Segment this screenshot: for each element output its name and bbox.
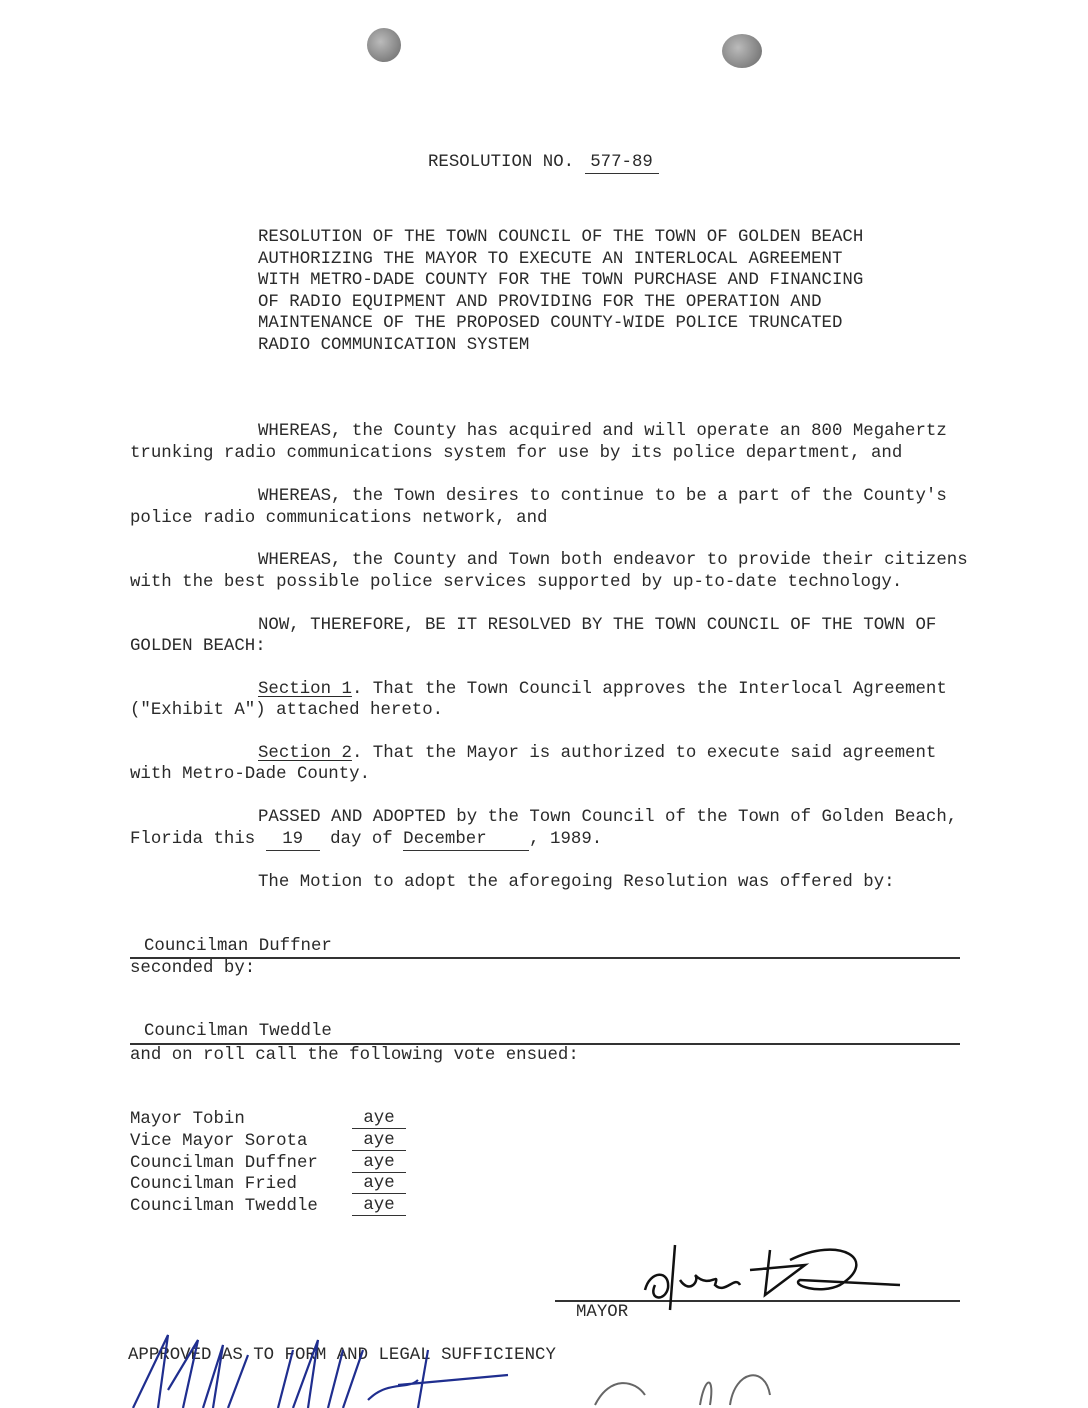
section-1-cont: ("Exhibit A") attached hereto. xyxy=(130,701,444,720)
vote-value: aye xyxy=(352,1132,406,1151)
whereas-2-cont: police radio communications network, and xyxy=(130,509,548,528)
section-1: Section 1. That the Town Council approves the Interlocal Agreement xyxy=(258,680,947,699)
title-line: AUTHORIZING THE MAYOR TO EXECUTE AN INTERLOCAL AGREEMENT xyxy=(258,249,843,269)
attorney-signature xyxy=(128,1330,528,1408)
seconded-label: seconded by: xyxy=(130,959,256,978)
seconded-by: Councilman Tweddle xyxy=(144,1022,332,1041)
resolved-cont: GOLDEN BEACH: xyxy=(130,637,266,656)
voter-name: Councilman Fried xyxy=(130,1175,297,1194)
whereas-3: WHEREAS, the County and Town both endeavor to provide their citizens xyxy=(258,551,968,570)
approved-label: APPROVED AS TO FORM AND LEGAL SUFFICIENCY xyxy=(128,1346,556,1365)
vote-value: aye xyxy=(352,1175,406,1194)
title-line: OF RADIO EQUIPMENT AND PROVIDING FOR THE OPERATION AND xyxy=(258,292,822,312)
vote-value: aye xyxy=(352,1197,406,1216)
vote-value: aye xyxy=(352,1110,406,1129)
passed-adopted: PASSED AND ADOPTED by the Town Council of the Town of Golden Beach, xyxy=(258,808,958,827)
whereas-3-cont: with the best possible police services supported by up-to-date technology. xyxy=(130,573,903,592)
punch-hole xyxy=(367,28,401,62)
mayor-label: MAYOR xyxy=(576,1303,629,1322)
section-2: Section 2. That the Mayor is authorized to execute said agreement xyxy=(258,744,937,763)
roll-call: and on roll call the following vote ensued: xyxy=(130,1046,579,1065)
partial-signature xyxy=(590,1365,790,1408)
whereas-1-cont: trunking radio communications system for use by its police department, and xyxy=(130,444,903,463)
passed-date: Florida this 19 day of December , 1989. xyxy=(130,830,603,849)
signature-line xyxy=(130,1043,960,1045)
punch-hole xyxy=(722,34,762,68)
title-line: RADIO COMMUNICATION SYSTEM xyxy=(258,335,530,355)
offered-by: Councilman Duffner xyxy=(144,937,332,956)
resolved: NOW, THEREFORE, BE IT RESOLVED BY THE TOWN COUNCIL OF THE TOWN OF xyxy=(258,616,937,635)
voter-name: Councilman Duffner xyxy=(130,1154,318,1173)
title-line: RESOLUTION OF THE TOWN COUNCIL OF THE TOWN OF GOLDEN BEACH xyxy=(258,228,864,247)
title-line: MAINTENANCE OF THE PROPOSED COUNTY-WIDE POLICE TRUNCATED xyxy=(258,314,843,333)
voter-name: Councilman Tweddle xyxy=(130,1197,318,1216)
whereas-2: WHEREAS, the Town desires to continue to be a part of the County's xyxy=(258,487,947,506)
section-2-cont: with Metro-Dade County. xyxy=(130,765,371,784)
resolution-number: RESOLUTION NO. 577-89 xyxy=(428,153,659,174)
voter-name: Mayor Tobin xyxy=(130,1110,245,1129)
whereas-1: WHEREAS, the County has acquired and will operate an 800 Megahertz xyxy=(258,422,947,441)
motion-text: The Motion to adopt the aforegoing Resolution was offered by: xyxy=(258,873,895,892)
vote-value: aye xyxy=(352,1154,406,1173)
voter-name: Vice Mayor Sorota xyxy=(130,1132,308,1151)
mayor-signature xyxy=(640,1240,910,1315)
title-line: WITH METRO-DADE COUNTY FOR THE TOWN PURCHASE AND FINANCING xyxy=(258,271,864,290)
